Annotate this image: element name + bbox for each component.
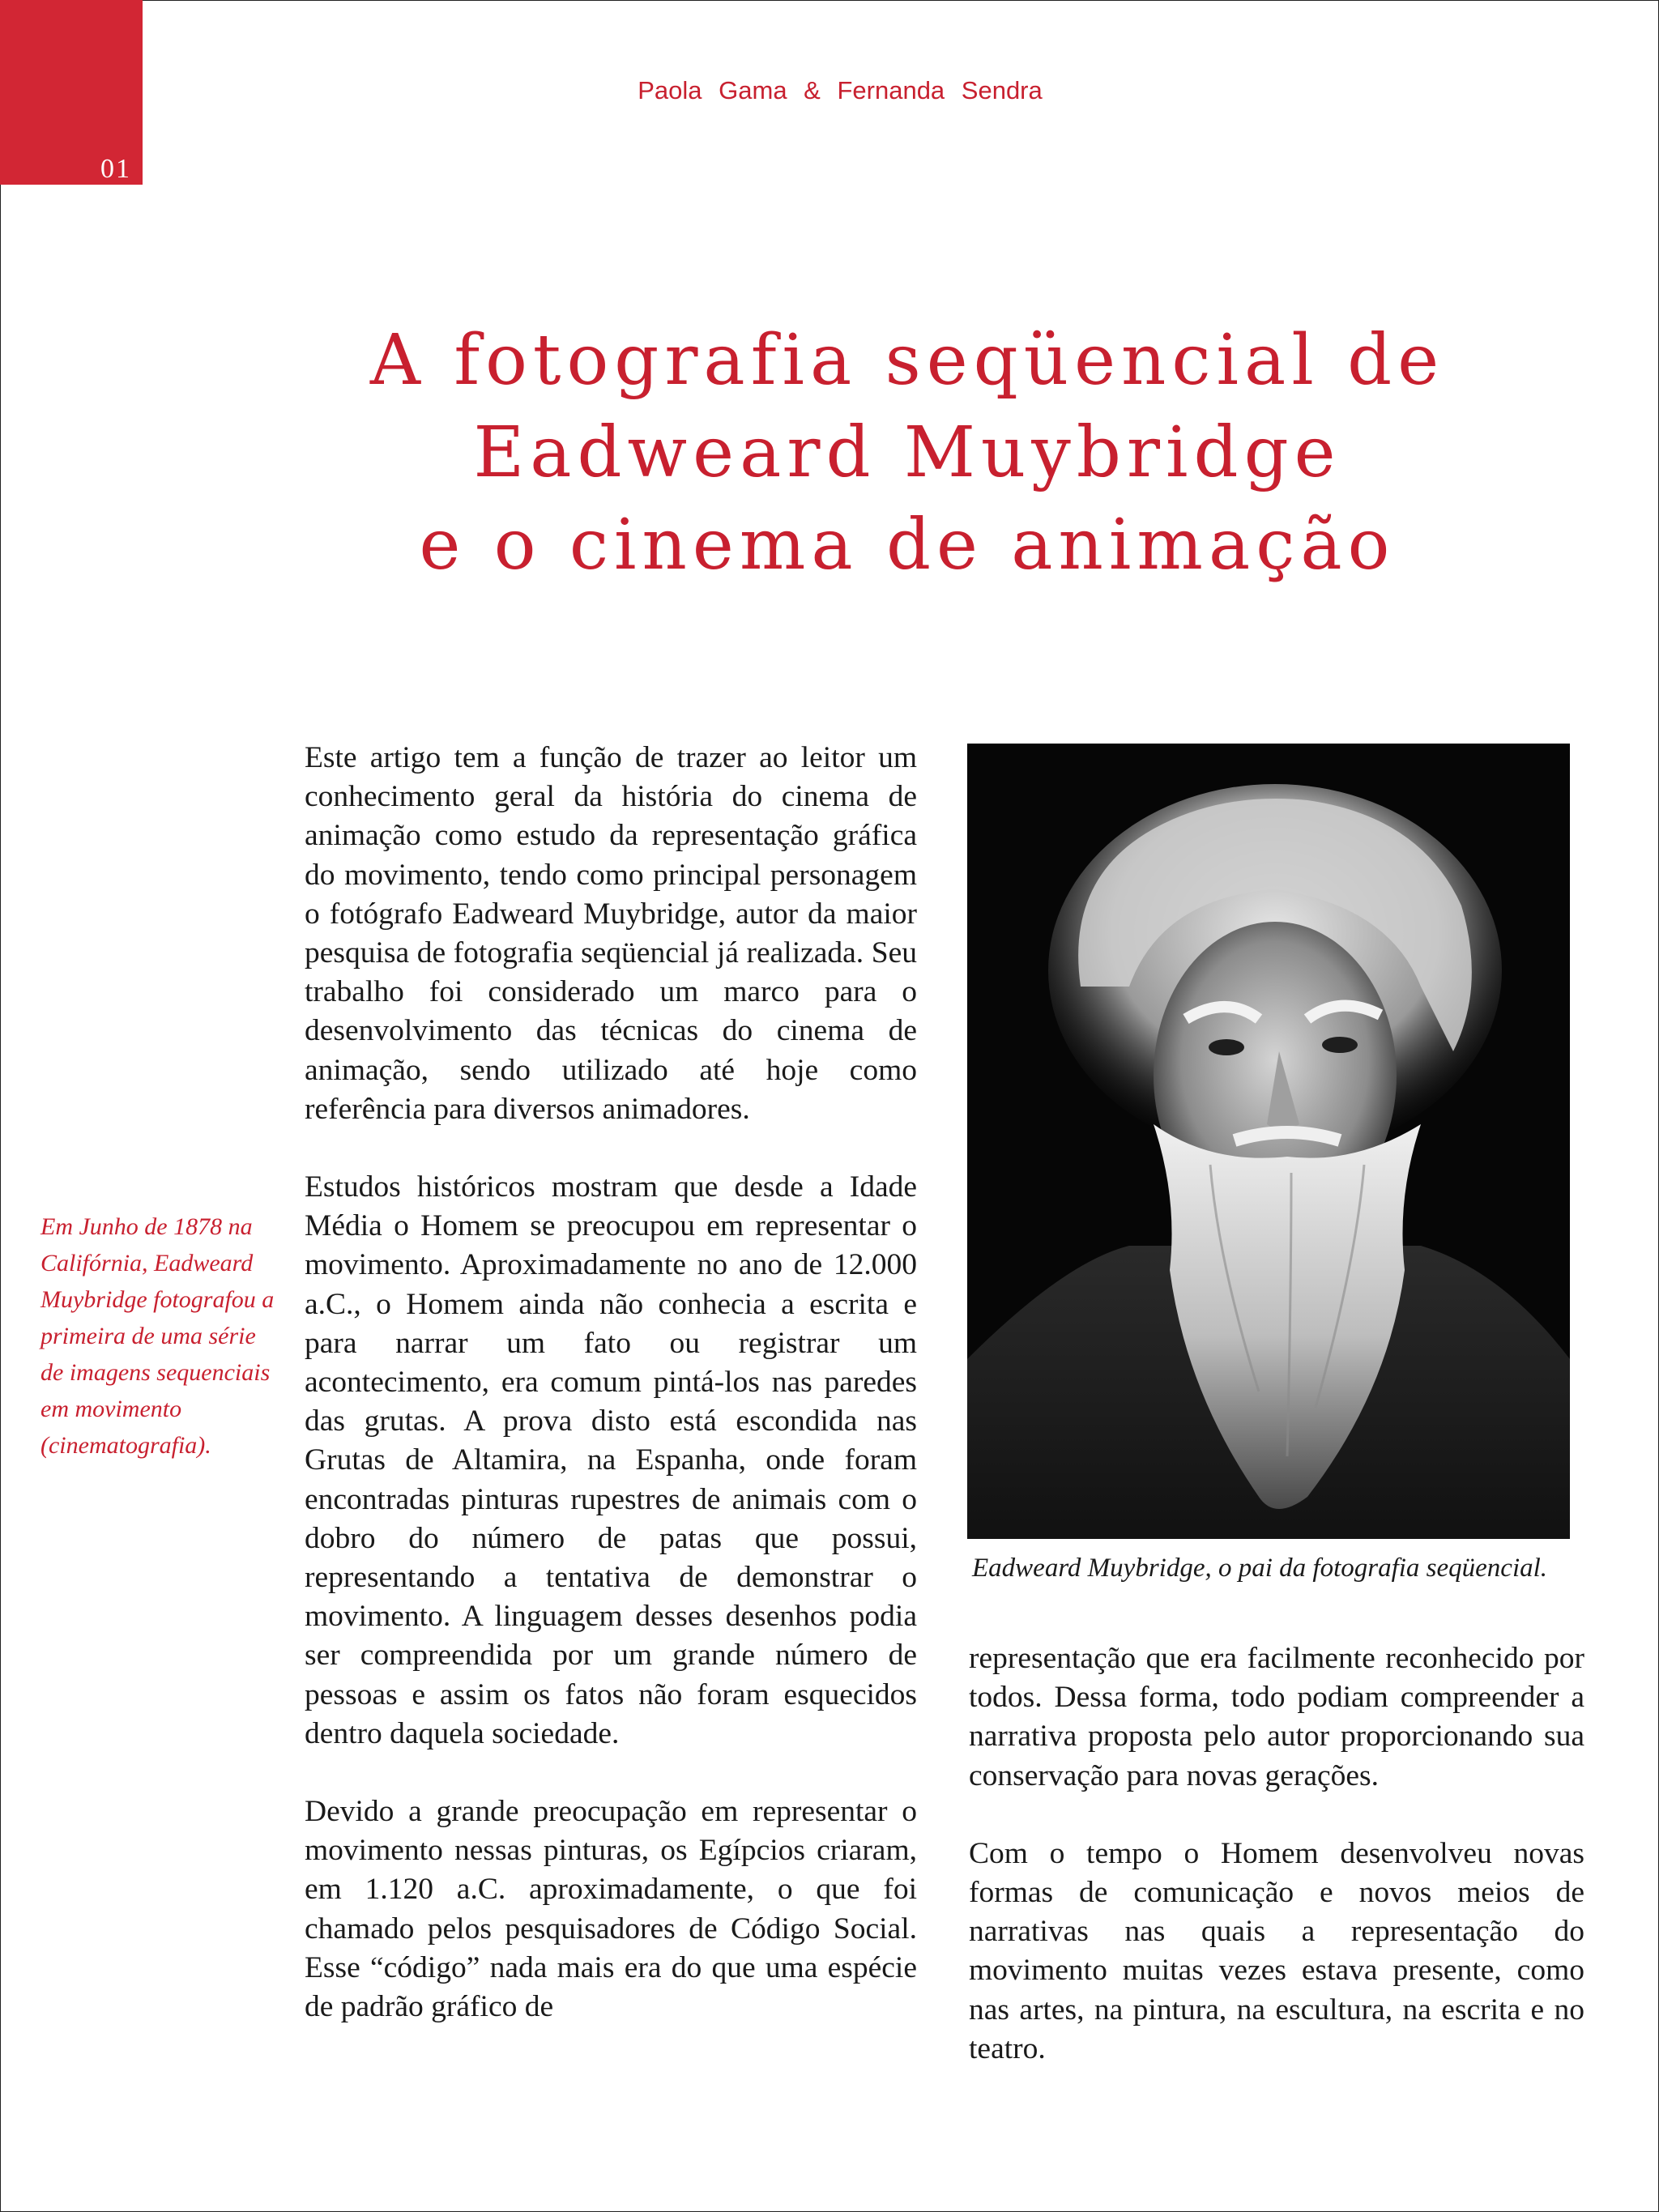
paragraph-egyptians: Devido a grande preocupação em representar o movimento nessas pinturas, os Egípcios criaram, em 1.120 a.C. aproximadamente, o que foi chamado pelos pesquisadores de Código Social. Esse “código” nada mais era do que uma espécie de padrão gráfico de — [305, 1795, 917, 2024]
page-number: 01 — [100, 154, 131, 184]
photo-caption: Eadweard Muybridge, o pai da fotografia seqüencial. — [972, 1554, 1548, 1583]
paragraph-communication: Com o tempo o Homem desenvolveu novas formas de comunicação e novos meios de narrativas nas quais a representação do movimento muitas vezes estava presente, como nas artes, na pintura, na escultura, na escrita e no teatro. — [969, 1836, 1584, 2065]
title-line-1: A fotografia seqüencial de — [369, 320, 1445, 401]
paragraph-history: Estudos históricos mostram que desde a Idade Média o Homem se preocupou em representar o movimento. Aproximadamente no ano de 12.000 a.C., o Homem ainda não conhecia a escrita e para narrar um fato ou registrar um acontecimento, era comum pintá-los nas paredes das grutas. A prova disto está escondida nas Grutas de Altamira, na Espanha, onde foram encontradas pinturas rupestres de animais com o dobro do número de patas que possui, representando a tentativa de demonstrar o movimento. A linguagem desses desenhos podia ser compreendida por um grande número de pessoas e assim os fatos não foram esquecidos dentro daquela sociedade. — [305, 1170, 917, 1750]
muybridge-portrait-image — [967, 744, 1570, 1539]
portrait-photo — [967, 744, 1570, 1539]
body-column-left — [305, 739, 917, 2027]
body-column-right — [969, 1639, 1584, 2069]
title-line-3: e o cinema de animação — [419, 505, 1396, 586]
sidenote: Em Junho de 1878 na Califórnia, Eadweard Muybridge fotografou a primeira de uma série de imagens sequenciais em movimento (cinematografia). — [41, 1213, 275, 1459]
article-title — [243, 314, 1572, 591]
title-line-2: Eadweard Muybridge — [473, 412, 1341, 493]
paragraph-intro: Este artigo tem a função de trazer ao leitor um conhecimento geral da história do cinema de animação como estudo da representação gráfica do movimento, tendo como principal personagem o fotógrafo Eadweard Muybridge, autor da maior pesquisa de fotografia seqüencial já realizada. Seu trabalho foi considerado um marco para o desenvolvimento das técnicas do cinema de animação, sendo utilizado até hoje como referência para diversos animadores. — [305, 741, 917, 1126]
authors-header: Paola Gama & Fernanda Sendra — [638, 76, 1043, 104]
paragraph-representation: representação que era facilmente reconhecido por todos. Dessa forma, todo podiam compreender a narrativa proposta pelo autor proporcionando sua conservação para novas gerações. — [969, 1642, 1584, 1792]
